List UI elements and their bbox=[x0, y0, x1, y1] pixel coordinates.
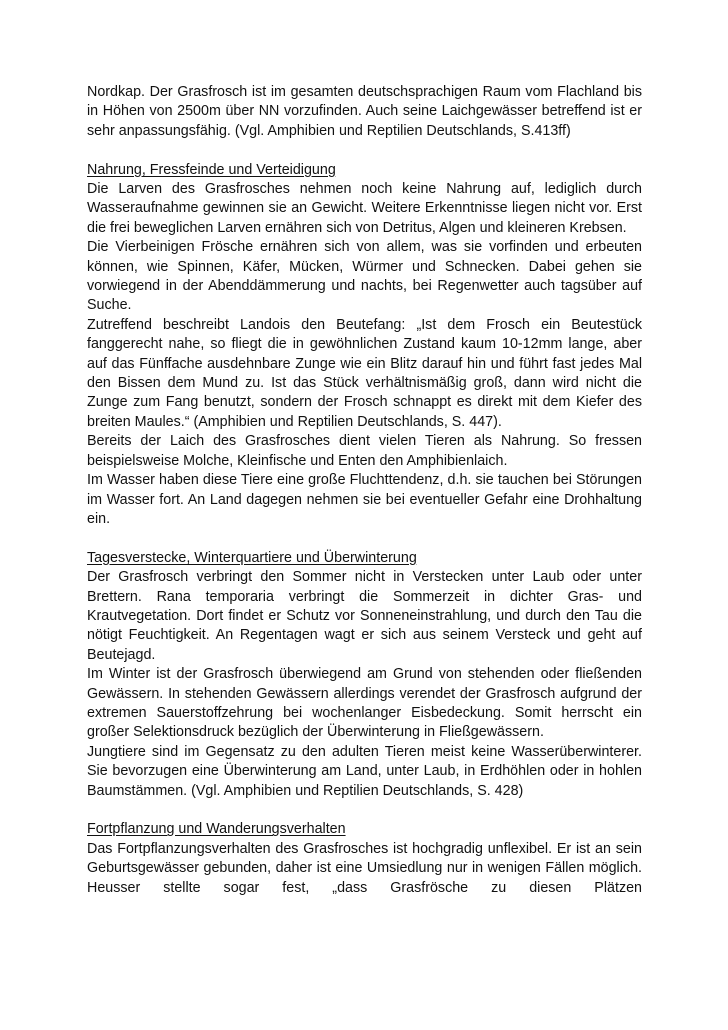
paragraph-sommer: Der Grasfrosch verbringt den Sommer nicht in Verstecken unter Laub oder unter Brettern. Rana temporaria verbringt die Sommerzeit in dichter Gras- und Krautvegetation. Dort findet er Schutz vor Sonneneinstrahlung, und durch den Tau die nötigt Feuchtigkeit. An Regentagen wagt er sich aus seinem Versteck und geht auf Beutejagd. bbox=[87, 569, 642, 663]
document-page bbox=[87, 83, 642, 898]
paragraph-jungtiere: Jungtiere sind im Gegensatz zu den adulten Tieren meist keine Wasserüberwinterer. Sie bevorzugen eine Überwinterung am Land, unter Laub, in Erdhöhlen oder in hohlen Baumstämmen. (Vgl. Amphibien und Reptilien Deutschlands, S. 428) bbox=[87, 743, 642, 799]
paragraph-winter: Im Winter ist der Grasfrosch überwiegend am Grund von stehenden oder fließenden Gewässern. In stehenden Gewässern allerdings verendet der Grasfrosch aufgrund der extremen Sauerstoffzehrung bei wochenlanger Eisbedeckung. Somit herrscht ein großer Selektionsdruck bezüglich der Überwinterung in Fließgewässern. bbox=[87, 666, 642, 741]
paragraph-vierbeinige-froesche: Die Vierbeinigen Frösche ernähren sich von allem, was sie vorfinden und erbeuten können, wie Spinnen, Käfer, Mücken, Würmer und Schnecken. Dabei gehen sie vorwiegend in der Abenddämmerung und nachts, bei Regenwetter auch tagsüber auf Suche. bbox=[87, 239, 642, 314]
section-heading-tagesverstecke: Tagesverstecke, Winterquartiere und Überwinterung bbox=[87, 549, 417, 566]
paragraph-beutefang-zitat: Zutreffend beschreibt Landois den Beutefang: „Ist dem Frosch ein Beutestück fanggerecht nahe, so fliegt die in gewöhnlichen Zustand kaum 10-12mm lange, aber auf das Fünffache ausdehnbare Zunge wie ein Blitz darauf hin und führt fast jedes Mal den Bissen dem Mund zu. Ist das Stück verhältnismäßig groß, dann wird nicht die Zunge zum Fang benutzt, sondern der Frosch schnappt es direkt mit dem Kiefer des breiten Maules.“ (Amphibien und Reptilien Deutschlands, S. 447). bbox=[87, 316, 642, 430]
paragraph-fluchttendenz: Im Wasser haben diese Tiere eine große Fluchttendenz, d.h. sie tauchen bei Störungen im Wasser fort. An Land dagegen nehmen sie bei eventueller Gefahr eine Drohhaltung ein. bbox=[87, 472, 642, 527]
paragraph-fortpflanzung: Das Fortpflanzungsverhalten des Grasfrosches ist hochgradig unflexibel. Er ist an sein Geburtsgewässer gebunden, daher ist eine Umsiedlung nur in wenigen Fällen möglich. Heusser stellte sogar fest, „dass Grasfrösche zu diesen Plätzen bbox=[87, 840, 642, 896]
section-spacer bbox=[87, 801, 642, 820]
section-spacer bbox=[87, 141, 642, 160]
paragraph-laich-nahrung: Bereits der Laich des Grasfrosches dient vielen Tieren als Nahrung. So fressen beispielsweise Molche, Kleinfische und Enten den Amphibienlaich. bbox=[87, 433, 642, 469]
section-heading-nahrung: Nahrung, Fressfeinde und Verteidigung bbox=[87, 161, 336, 178]
section-heading-fortpflanzung: Fortpflanzung und Wanderungsverhalten bbox=[87, 821, 346, 838]
section-spacer bbox=[87, 529, 642, 548]
paragraph-larven: Die Larven des Grasfrosches nehmen noch keine Nahrung auf, lediglich durch Wasseraufnahme gewinnen sie an Gewicht. Weitere Erkenntnisse liegen nicht vor. Erst die frei beweglichen Larven ernähren sich von Detritus, Algen und kleineren Krebsen. bbox=[87, 181, 642, 236]
intro-paragraph: Nordkap. Der Grasfrosch ist im gesamten deutschsprachigen Raum vom Flachland bis in Höhen von 2500m über NN vorzufinden. Auch seine Laichgewässer betreffend ist er sehr anpassungsfähig. (Vgl. Amphibien und Reptilien Deutschlands, S.413ff) bbox=[87, 84, 642, 139]
